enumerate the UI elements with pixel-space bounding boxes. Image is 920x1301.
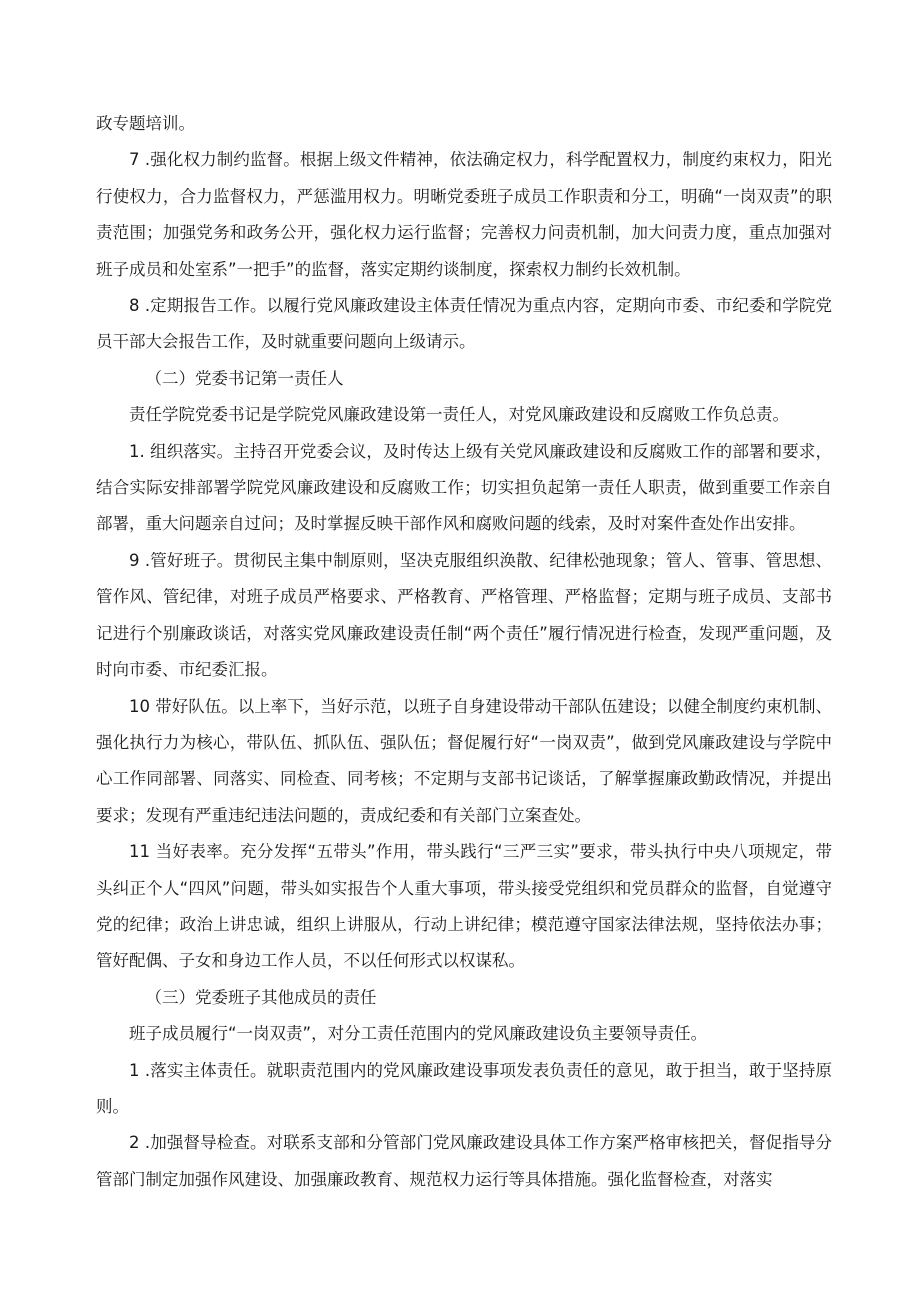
paragraph-item-2-supervision: 2 .加强督导检查。对联系支部和分管部门党风廉政建设具体工作方案严格审核把关，督促指导分管部门制定加强作风建设、加强廉政教育、规范权力运行等具体措施。强化监督检查，对落实 bbox=[96, 1133, 832, 1189]
section-heading-2: （二）党委书记第一责任人 bbox=[145, 368, 344, 388]
paragraph-item-9: 9 .管好班子。贯彻民主集中制原则，坚决克服组织涣散、纪律松弛现象；管人、管事、管思想、管作风、管纪律，对班子成员严格要求、严格教育、严格管理、严格监督；定期与班子成员、支部书记进行个别廉政谈话，对落实党风廉政建设责任制“两个责任”履行情况进行检查，发现严重问题，及时向市委、市纪委汇报。 bbox=[96, 550, 832, 680]
document-page bbox=[96, 106, 832, 1198]
paragraph-item-7: 7 .强化权力制约监督。根据上级文件精神，依法确定权力，科学配置权力，制度约束权力，阳光行使权力，合力监督权力，严惩滥用权力。明晰党委班子成员工作职责和分工，明确“一岗双责”的职责范围；加强党务和政务公开，强化权力运行监督；完善权力问责机制，加大问责力度，重点加强对班子成员和处室系”一把手”的监督，落实定期约谈制度，探索权力制约长效机制。 bbox=[96, 150, 832, 279]
paragraph-item-10: 10 带好队伍。以上率下，当好示范，以班子自身建设带动干部队伍建设；以健全制度约束机制、强化执行力为核心，带队伍、抓队伍、强队伍；督促履行好“一岗双责”，做到党风廉政建设与学院中心工作同部署、同落实、同检查、同考核；不定期与支部书记谈话，了解掌握廉政勤政情况，并提出要求；发现有严重违纪违法问题的，责成纪委和有关部门立案查处。 bbox=[96, 696, 832, 825]
paragraph-item-1-organize: 1. 组织落实。主持召开党委会议，及时传达上级有关党风廉政建设和反腐败工作的部署和要求，结合实际安排部署学院党风廉政建设和反腐败工作；切实担负起第一责任人职责，做到重要工作亲自部署，重大问题亲自过问；及时掌握反映干部作风和腐败问题的线索，及时对案件查处作出安排。 bbox=[96, 441, 832, 534]
paragraph-intro-2: 责任学院党委书记是学院党风廉政建设第一责任人，对党风廉政建设和反腐败工作负总责。 bbox=[129, 405, 789, 425]
section-heading-3: （三）党委班子其他成员的责任 bbox=[145, 987, 377, 1007]
paragraph-item-8: 8 .定期报告工作。以履行党风廉政建设主体责任情况为重点内容，定期向市委、市纪委和学院党员干部大会报告工作，及时就重要问题向上级请示。 bbox=[96, 296, 832, 352]
paragraph-intro-3: 班子成员履行“一岗双责”，对分工责任范围内的党风廉政建设负主要领导责任。 bbox=[129, 1024, 708, 1044]
paragraph-item-11: 11 当好表率。充分发挥“五带头”作用，带头践行“三严三实”要求，带头执行中央八项规定，带头纠正个人“四风”问题，带头如实报告个人重大事项，带头接受党组织和党员群众的监督，自觉遵守党的纪律；政治上讲忠诚，组织上讲服从，行动上讲纪律；模范遵守国家法律法规，坚持依法办事；管好配偶、子女和身边工作人员，不以任何形式以权谋私。 bbox=[96, 842, 832, 971]
paragraph-continuation: 政专题培训。 bbox=[96, 114, 195, 133]
paragraph-item-1-responsibility: 1 .落实主体责任。就职责范围内的党风廉政建设事项发表负责任的意见，敢于担当，敢于坚持原则。 bbox=[96, 1060, 832, 1116]
